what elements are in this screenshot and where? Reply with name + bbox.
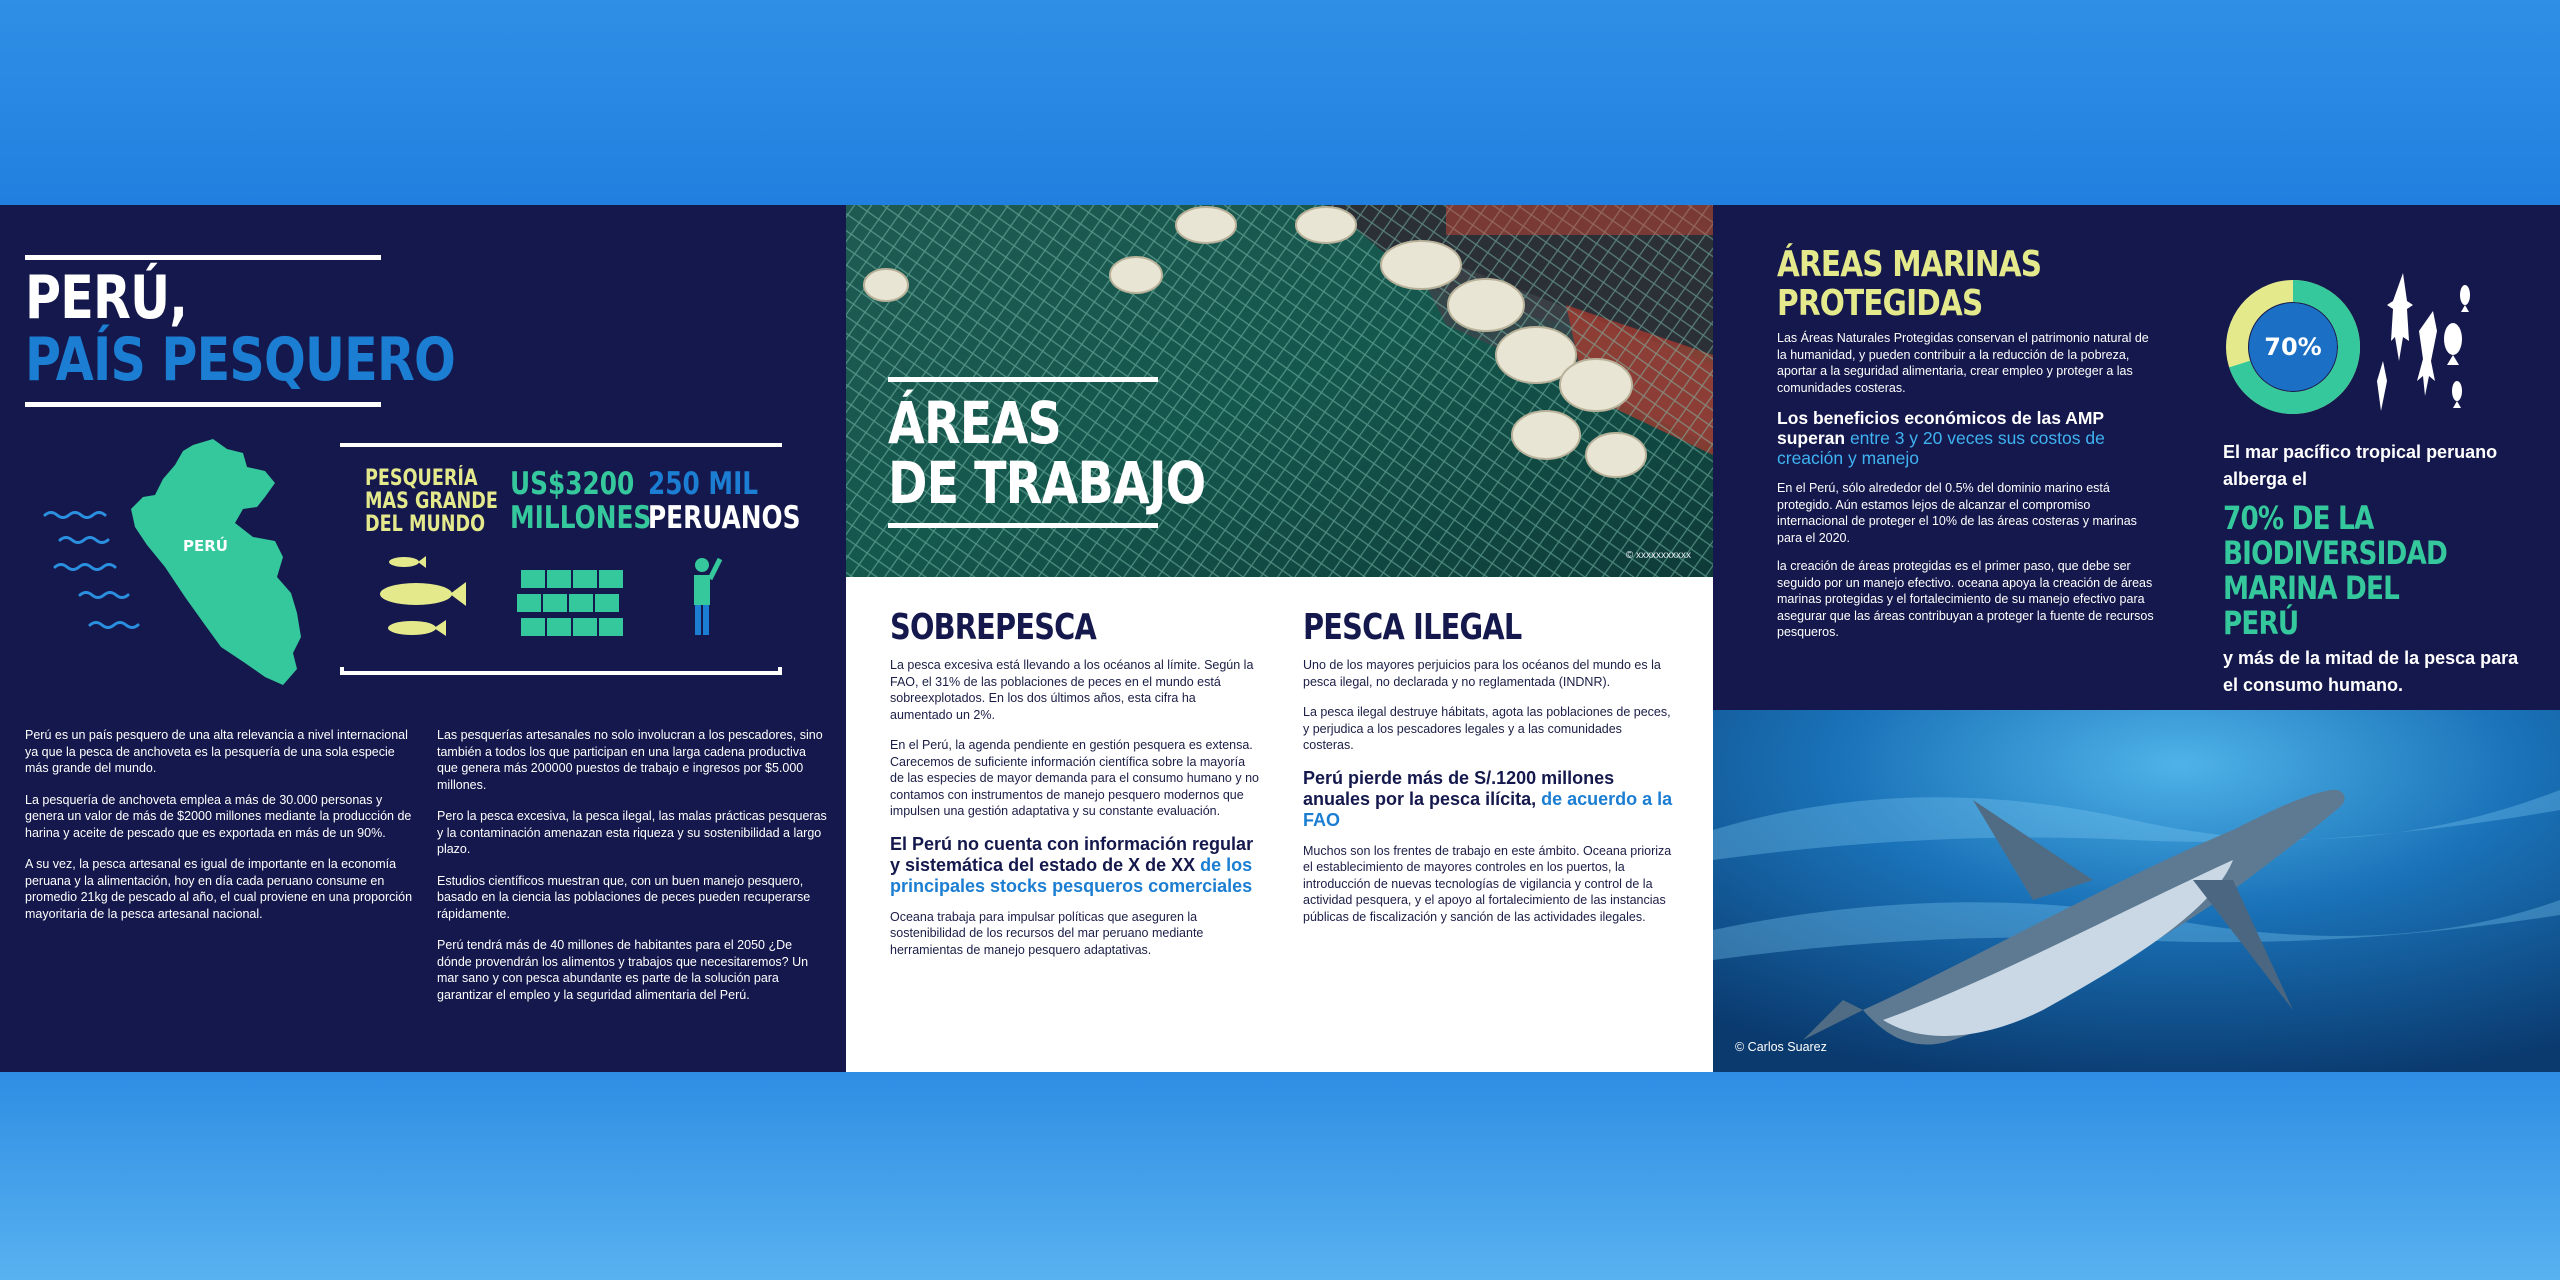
panel1-column-left: Perú es un país pesquero de una alta relevancia a nivel internacional ya que la pesca de anchoveta es la pesquería de una sola especie más grande del mundo. La pesquería de anchoveta emplea a más de 30.000 personas y genera un valor de más de $2000 millones mediante la producción de harina y aceite de pescado que es exportada en más de un 90%. A su vez, la pesca artesanal es igual de importante en la economía peruana y la alimentación, hoy en día cada peruano consume en promedio 21kg de pescado al año, el cual proviene en una proporción mayoritaria de la pesca artesanal nacional. [25,728,413,921]
title-rule-top [25,255,381,260]
sobrepesca-highlight-blue: de los principales stocks pesqueros comerciales [890,854,1253,896]
biodiversity-callout [2223,439,2533,699]
fisherman-icon [686,553,726,643]
biodiversity-lead: El mar pacífico tropical peruano alberga el [2223,442,2498,489]
panel1-title-line1: PERÚ, [25,263,188,333]
stat-box-top [340,443,782,447]
pesca-ilegal-column: Uno de los mayores perjuicios para los océanos del mundo es la pesca ilegal, no declarada y no reglamentada (INDNR). La pesca ilegal destruye hábitats, agota las poblaciones de peces, y perjudica a los pescadores legales y a las comunidades costeras. Perú pierde más de S/.1200 millones anuales por la pesca ilícita, de acuerdo a la FAO Muchos son los frentes de trabajo en este ámbito. Oceana prioriza el establecimiento de mayores controles en los puertos, la introducción de nuevas tecnologías de vigilancia y control de la actividad pesquera, y el apoyo al fortalecimiento de las instancias públicas de fiscalización y sanción de las actividades ilegales. [1303,658,1673,924]
stat-pesqueria: PESQUERÍA MAS GRANDE DEL MUNDO [365,466,498,537]
biodiversity-tail: y más de la mitad de la pesca para el consumo humano. [2223,648,2519,695]
panel-areas-de-trabajo [846,205,1713,1072]
stat-millones: US$3200 MILLONES [510,466,652,536]
brochure [0,205,2560,1072]
stat-box-bottom [340,671,782,675]
marine-life-icon [2373,271,2483,421]
biodiversity-donut-chart [2223,277,2363,417]
photo-title-rule-bottom [888,523,1158,528]
photo-title-rule-top [888,377,1158,382]
nets-photo-credit: © xxxxxxxxxxx [1625,550,1691,561]
sobrepesca-column: La pesca excesiva está llevando a los océanos al límite. Según la FAO, el 31% de las poblaciones de peces en el mundo está sobreexplotados. En los dos últimos años, esta cifra ha aumentado un 2%. En el Perú, la agenda pendiente en gestión pesquera es extensa. Carecemos de suficiente información científica sobre la mayoría de las especies de mayor demanda para el consumo humano y no contamos con instrumentos de manejo pesquero modernos que impulsen una gestión adaptativa y su constante evaluación. El Perú no cuenta con información regular y sistemática del estado de X de XX de los principales stocks pesqueros comerciales Oceana trabaja para impulsar políticas que aseguren la sostenibilidad de los recursos del mar peruano mediante herramientas de manejo pesquero adaptativas. [890,658,1259,957]
shark-photo-credit: © Carlos Suarez [1735,1040,1827,1054]
panel3-column: Las Áreas Naturales Protegidas conservan el patrimonio natural de la humanidad, y pueden contribuir a la reducción de la pobreza, aportar a la seguridad alimentaria, crear empleo y proteger a las comunidades costeras. Los beneficios económicos de las AMP superan entre 3 y 20 veces sus costos de creación y manejo En el Perú, sólo alrededor del 0.5% del dominio marino está protegido. Aún estamos lejos de alcanzar el compromiso internacional de proteger el 10% de las áreas costeras y marinas para el 2020. la creación de áreas protegidas es el primer paso, que debe ser seguido por un manejo efectivo. oceana apoya la creación de áreas marinas protegidas y el fortalecimiento de su manejo efectivo para asegurar que las áreas contribuyan a proteger la fuente de recursos pesqueros. [1777,331,2154,639]
amp-highlight: Los beneficios económicos de las AMP superan [1777,408,2104,448]
map-label: PERÚ [183,537,228,555]
panel3-title: ÁREAS MARINAS PROTEGIDAS [1777,244,2042,324]
panel-areas-marinas-protegidas [1713,205,2560,1072]
sobrepesca-highlight: El Perú no cuenta con información regular y sistemática del estado de X de XX [890,833,1254,875]
panel1-title-line2: PAÍS PESQUERO [25,325,456,395]
fish-icon [368,550,483,640]
donut-label: 70% [2264,333,2322,361]
panel1-column-right: Las pesquerías artesanales no solo involucran a los pescadores, sino también a todos los que participan en una larga cadena productiva que genera más 200000 puestos de trabajo e ingresos por $5.000 millones. Pero la pesca excesiva, la pesca ilegal, las malas prácticas pesqueras y la contaminación amenazan esta riqueza y su sostenibilidad a largo plazo. Estudios científicos muestran que, con un buen manejo pesquero, basado en la ciencia las poblaciones de peces pueden recuperarse rápidamente. Perú tendrá más de 40 millones de habitantes para el 2050 ¿De dónde provendrán los alimentos y trabajos que necesitaremos? Un mar sano y con pesca abundante es parte de la solución para garantizar el empleo y la seguridad alimentaria del Perú. [437,728,827,1002]
heading-pesca-ilegal: PESCA ILEGAL [1303,607,1522,648]
heading-sobrepesca: SOBREPESCA [890,607,1096,648]
panel2-title-line2: DE TRABAJO [888,449,1206,517]
amp-highlight-blue: entre 3 y 20 veces sus costos de creación y manejo [1777,428,2105,468]
stat-peruanos: 250 MIL PERUANOS [648,466,801,536]
pesca-ilegal-highlight: Perú pierde más de S/.1200 millones anuales por la pesca ilícita, [1303,767,1615,809]
shark-photo [1713,710,2560,1072]
money-stack-icon [512,565,632,645]
pesca-ilegal-highlight-blue: de acuerdo a la FAO [1303,788,1673,830]
title-rule-bottom [25,402,381,407]
biodiversity-big-text: 70% DE LA BIODIVERSIDAD MARINA DEL PERÚ [2223,499,2447,642]
panel2-title-line1: ÁREAS [888,389,1061,457]
peru-map-icon [125,437,310,692]
panel-peru-pais-pesquero [0,205,846,1072]
